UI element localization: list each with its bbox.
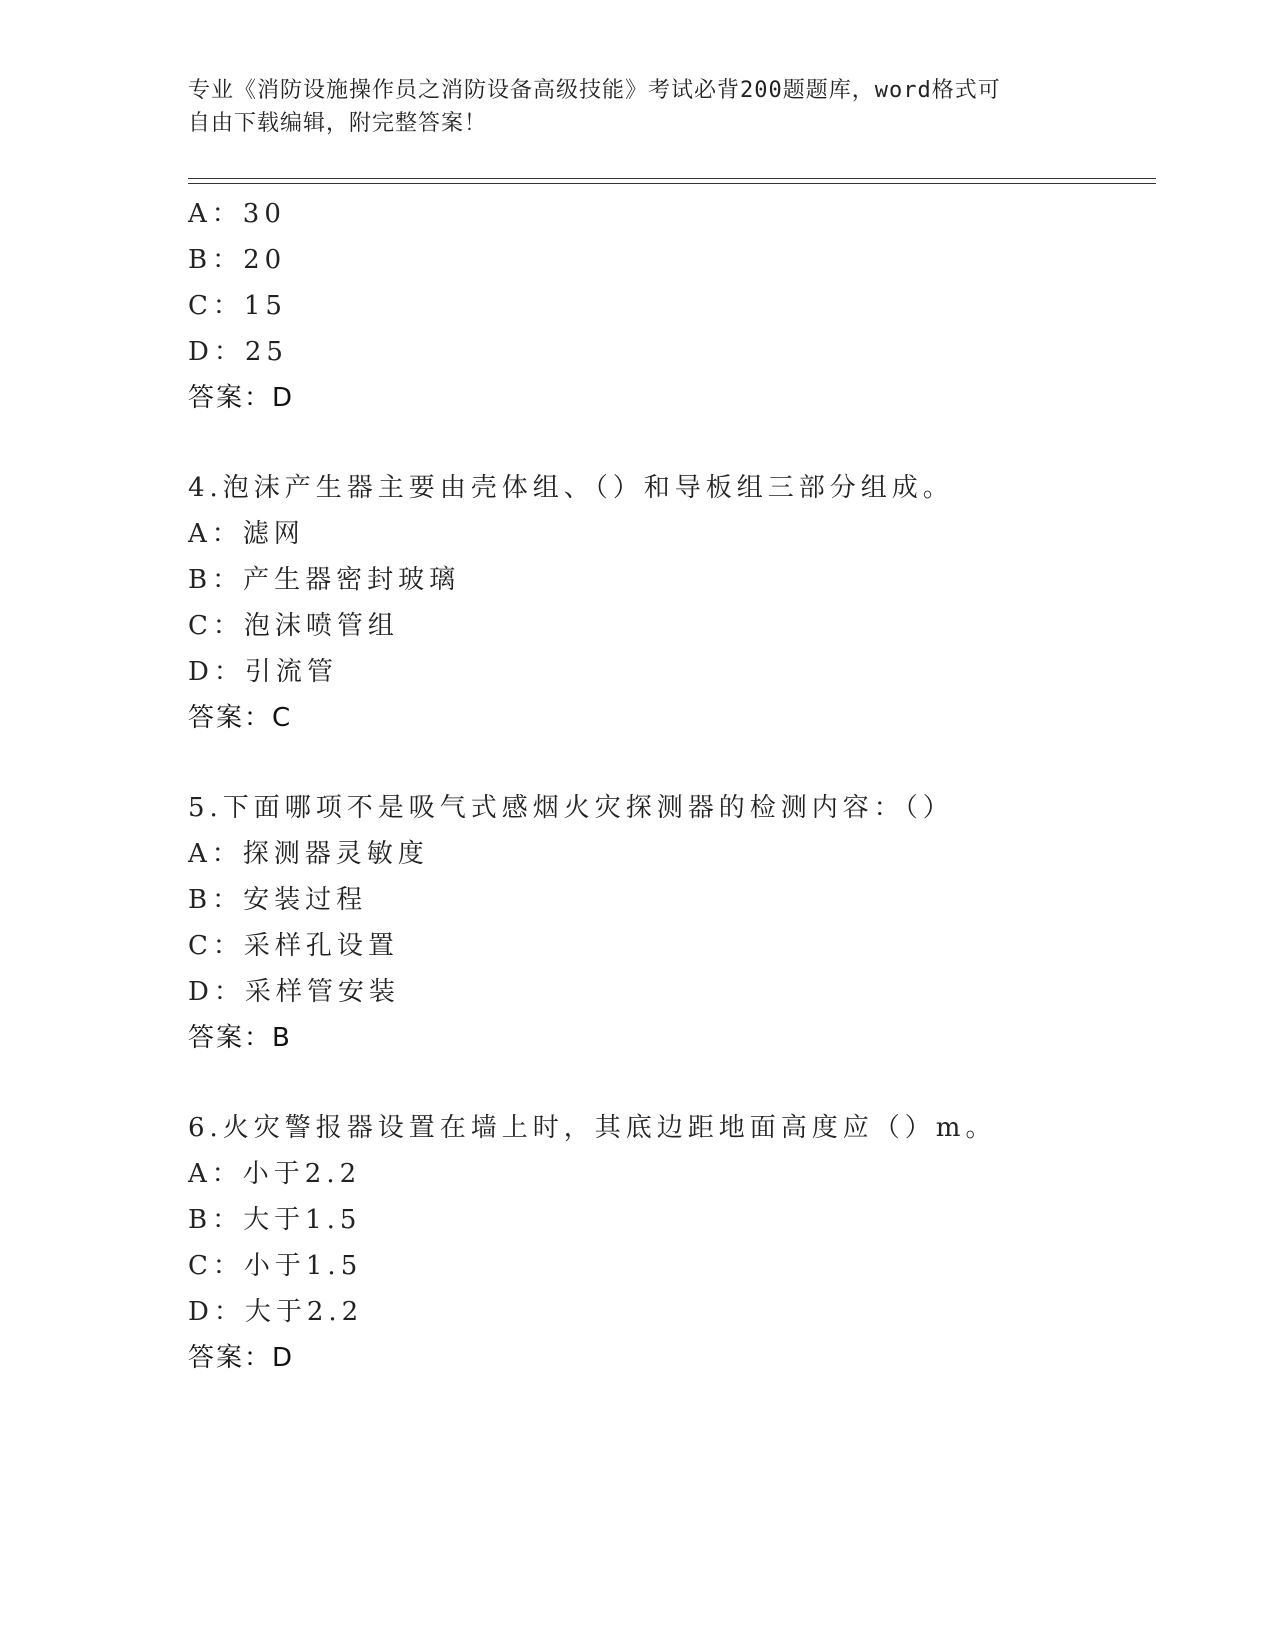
option-d: D：25 xyxy=(188,337,288,367)
header-divider-top xyxy=(188,178,1156,179)
question-stem: 6.火灾警报器设置在墙上时，其底边距地面高度应（）m。 xyxy=(188,1113,997,1143)
question-stem: 5.下面哪项不是吸气式感烟火灾探测器的检测内容：（） xyxy=(188,793,954,823)
option-d: D：引流管 xyxy=(188,657,338,687)
document-header xyxy=(188,74,1068,140)
question-5 xyxy=(188,785,1148,1061)
option-a: A：滤网 xyxy=(188,519,305,549)
option-b: B：大于1.5 xyxy=(188,1205,362,1235)
option-a: A：小于2.2 xyxy=(188,1159,362,1189)
option-a: A：探测器灵敏度 xyxy=(188,839,429,869)
answer-line: 答案：B xyxy=(188,1023,292,1053)
option-b: B：产生器密封玻璃 xyxy=(188,565,461,595)
question-list xyxy=(188,191,1148,1381)
question-4 xyxy=(188,465,1148,741)
option-c: C：小于1.5 xyxy=(188,1251,363,1281)
answer-line: 答案：D xyxy=(188,383,295,413)
header-divider-bottom xyxy=(188,183,1156,184)
header-line-2: 自由下载编辑，附完整答案！ xyxy=(188,111,488,136)
option-b: B：20 xyxy=(188,245,287,275)
question-3-partial xyxy=(188,191,1148,421)
spacer xyxy=(188,421,1148,465)
option-c: C：15 xyxy=(188,291,287,321)
question-6 xyxy=(188,1105,1148,1381)
spacer xyxy=(188,1061,1148,1105)
answer-line: 答案：D xyxy=(188,1343,295,1373)
header-line-1: 专业《消防设施操作员之消防设备高级技能》考试必背200题题库，word格式可 xyxy=(188,78,1001,103)
answer-line: 答案：C xyxy=(188,703,293,733)
option-c: C：泡沫喷管组 xyxy=(188,611,399,641)
option-b: B：安装过程 xyxy=(188,885,368,915)
spacer xyxy=(188,741,1148,785)
option-a: A：30 xyxy=(188,199,286,229)
option-c: C：采样孔设置 xyxy=(188,931,399,961)
option-d: D：大于2.2 xyxy=(188,1297,364,1327)
option-d: D：采样管安装 xyxy=(188,977,400,1007)
question-stem: 4.泡沫产生器主要由壳体组、（）和导板组三部分组成。 xyxy=(188,473,954,503)
